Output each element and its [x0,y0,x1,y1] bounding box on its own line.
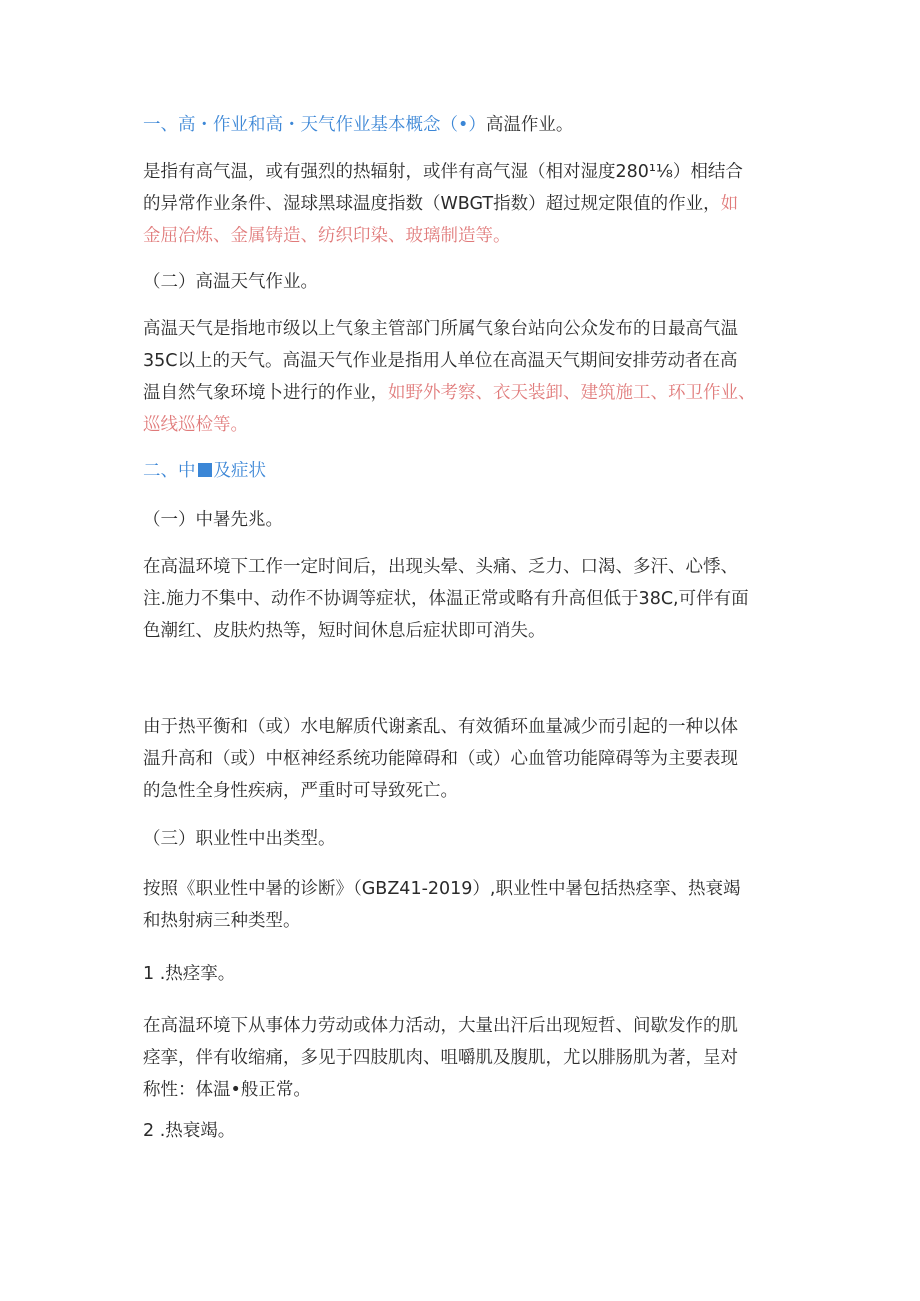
section-heading-types [143,823,788,855]
heading-text: 二、中 [143,461,196,481]
section-heading-heat-exhaustion [143,1115,788,1147]
section-heading-heat-cramp [143,958,788,990]
paragraph-types [143,873,788,937]
heading-black-text: 高温作业。 [485,115,574,135]
square-glyph-icon [198,463,212,477]
text-line: 温自然气象环境卜进行的作业， [143,383,388,403]
heading-text: 1 .热痉挛。 [143,964,236,984]
heading-blue-text: 一、高・作业和高・天气作业基本概念（•） [143,115,486,135]
heading-text: （一）中暑先兆。 [143,510,283,530]
text-line: 高温天气是指地市级以上气象主管部门所属气象台站向公众发布的日最高气温 [143,319,738,339]
heading-text: （三）职业性中出类型。 [143,829,336,849]
text-line: 按照《职业性中暑的诊断》（GBZ41-2019）,职业性中暑包括热痉挛、热衰竭 [143,879,741,899]
paragraph-high-temp-work [143,156,788,252]
heading-text: 2 .热衰竭。 [143,1121,236,1141]
text-line: 是指有高气温，或有强烈的热辐射，或伴有高气湿（相对湿度280¹⅛）相结合 [143,162,743,182]
text-line: 色潮红、皮肤灼热等，短时间休息后症状即可消失。 [143,621,546,641]
text-line: 注.施力不集中、动作不协调等症状，体温正常或略有升高但低于38C,可伴有面 [143,589,749,609]
text-line: 由于热平衡和（或）水电解质代谢紊乱、有效循环血量减少而引起的一种以体 [143,717,738,737]
paragraph-high-temp-weather [143,313,788,441]
text-line: 在高温环境下工作一定时间后，出现头晕、头痛、乏力、口渴、多汗、心悸、 [143,557,738,577]
section-heading-heatstroke [143,455,788,487]
example-text: 如 [720,194,739,214]
text-line: 温升高和（或）中枢神经系统功能障碍和（或）心血管功能障碍等为主要表现 [143,749,738,769]
text-line: 35C以上的天气。高温天气作业是指用人单位在高温天气期间安排劳动者在高 [143,351,738,371]
section-heading-high-temp-weather [143,266,788,298]
text-line: 和热射病三种类型。 [143,911,301,931]
section-heading-basic-concepts [143,109,788,141]
text-line: 的急性全身性疾病，严重时可导致死亡。 [143,781,458,801]
text-line: 称性：体温•般正常。 [143,1080,311,1100]
paragraph-precursor [143,551,788,647]
example-text: 金屈冶炼、金属铸造、纺织印染、玻璃制造等。 [143,226,511,246]
paragraph-heat-cramp [143,1010,788,1106]
section-heading-precursor [143,504,788,536]
example-text: 如野外考察、衣天装卸、建筑施工、环卫作业、 [388,383,756,403]
example-text: 巡线巡检等。 [143,415,248,435]
heading-text: 及症状 [213,461,266,481]
paragraph-definition [143,711,788,807]
text-line: 的异常作业条件、湿球黑球温度指数（WBGT指数）超过规定限值的作业， [143,194,721,214]
text-line: 痉挛，伴有收缩痛，多见于四肢肌肉、咀嚼肌及腹肌，尤以腓肠肌为著，呈对 [143,1048,738,1068]
heading-text: （二）高温天气作业。 [143,272,318,292]
text-line: 在高温环境下从事体力劳动或体力活动，大量出汗后出现短哲、间歇发作的肌 [143,1016,738,1036]
